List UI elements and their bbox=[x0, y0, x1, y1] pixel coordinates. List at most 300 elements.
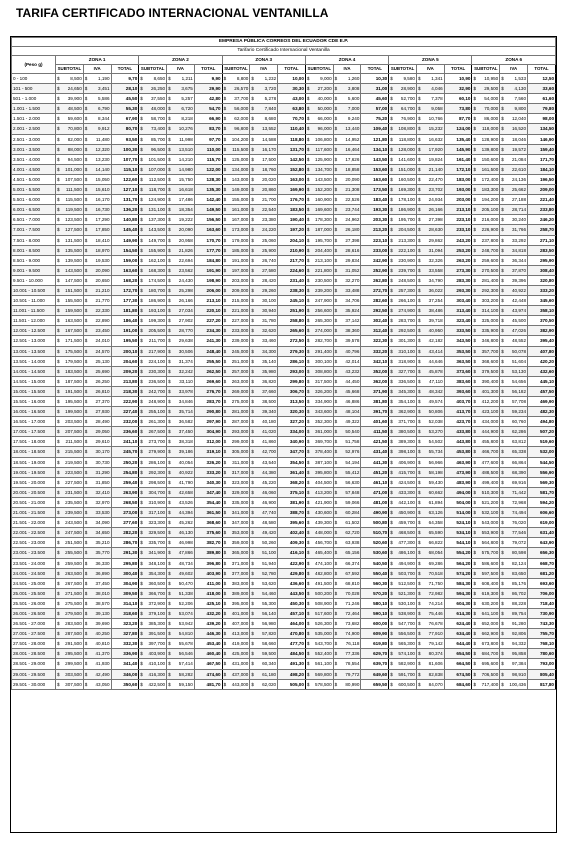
currency-symbol: $ bbox=[390, 86, 393, 92]
currency-symbol: $ bbox=[417, 419, 421, 425]
subtotal-value: 395,000 bbox=[231, 600, 249, 606]
currency-symbol: $ bbox=[306, 328, 310, 334]
table-cell bbox=[500, 629, 528, 639]
table-cell bbox=[111, 235, 139, 245]
currency-symbol: $ bbox=[140, 308, 143, 314]
total-value: 297,90 bbox=[206, 419, 221, 425]
currency-symbol: $ bbox=[334, 429, 338, 435]
subtotal-value: 283,700 bbox=[398, 318, 415, 324]
currency-symbol: $ bbox=[223, 298, 227, 304]
table-cell bbox=[500, 114, 528, 124]
currency-symbol: $ bbox=[140, 187, 143, 193]
table-cell bbox=[305, 397, 333, 407]
table-cell bbox=[222, 558, 250, 568]
iva-value: 71,750 bbox=[428, 580, 443, 586]
table-cell bbox=[472, 245, 500, 255]
currency-symbol: $ bbox=[168, 96, 171, 102]
weight-range: 23.001 - 23.500 bbox=[12, 548, 56, 558]
total-value: 469,90 bbox=[539, 399, 554, 404]
subtotal-value: 211,700 bbox=[148, 338, 166, 344]
column-header-total-zone-4: TOTAL bbox=[361, 65, 389, 74]
currency-symbol: $ bbox=[306, 176, 310, 182]
subtotal-value: 203,000 bbox=[231, 277, 249, 283]
subtotal-value: 530,100 bbox=[398, 600, 415, 606]
total-value: 491,30 bbox=[289, 661, 304, 667]
table-cell bbox=[528, 477, 556, 487]
table-cell bbox=[305, 558, 333, 568]
currency-symbol: $ bbox=[84, 146, 88, 152]
subtotal-value: 62,000 bbox=[234, 116, 249, 122]
table-cell bbox=[361, 104, 389, 114]
weight-range: 19.501 - 20.000 bbox=[12, 477, 56, 487]
table-cell bbox=[222, 659, 250, 669]
currency-symbol: $ bbox=[417, 146, 421, 152]
table-cell bbox=[472, 598, 500, 608]
table-cell bbox=[416, 608, 444, 618]
currency-symbol: $ bbox=[223, 399, 227, 404]
total-value: 604,30 bbox=[456, 600, 471, 606]
table-cell bbox=[111, 457, 139, 467]
total-value: 145,90 bbox=[456, 146, 471, 152]
subtotal-value: 119,500 bbox=[65, 207, 82, 213]
currency-symbol: $ bbox=[140, 459, 143, 465]
table-cell bbox=[361, 144, 389, 154]
iva-value: 28,490 bbox=[95, 419, 110, 425]
table-cell bbox=[333, 356, 361, 366]
table-cell bbox=[416, 518, 444, 528]
table-cell bbox=[528, 629, 556, 639]
table-cell bbox=[83, 356, 111, 366]
total-value: 221,40 bbox=[539, 197, 554, 203]
table-cell bbox=[389, 94, 417, 104]
total-value: 347,40 bbox=[206, 489, 221, 495]
subtotal-value: 521,200 bbox=[481, 499, 499, 505]
table-cell bbox=[278, 225, 306, 235]
table-cell bbox=[500, 225, 528, 235]
currency-symbol: $ bbox=[473, 86, 477, 92]
iva-value: 47,026 bbox=[511, 328, 527, 334]
total-value: 55,30 bbox=[125, 106, 138, 112]
total-value: 181,80 bbox=[123, 308, 138, 314]
table-cell bbox=[278, 487, 306, 497]
subtotal-value: 131,500 bbox=[65, 237, 82, 243]
weight-range: 22.501 - 23.000 bbox=[12, 538, 56, 548]
total-value: 190,40 bbox=[289, 217, 304, 223]
currency-symbol: $ bbox=[501, 267, 504, 273]
table-cell bbox=[56, 154, 84, 164]
table-cell bbox=[444, 518, 472, 528]
table-cell bbox=[83, 427, 111, 437]
total-value: 243,20 bbox=[456, 237, 471, 243]
currency-symbol: $ bbox=[223, 126, 227, 132]
currency-symbol: $ bbox=[140, 338, 143, 344]
table-cell bbox=[222, 195, 250, 205]
table-cell bbox=[56, 518, 84, 528]
table-cell bbox=[472, 356, 500, 366]
total-value: 97,70 bbox=[209, 136, 221, 142]
total-value: 213,10 bbox=[206, 298, 221, 304]
currency-symbol: $ bbox=[390, 277, 393, 283]
total-value: 209,00 bbox=[539, 187, 554, 193]
total-value: 242,90 bbox=[373, 257, 388, 263]
table-cell bbox=[472, 649, 500, 659]
currency-symbol: $ bbox=[501, 681, 504, 687]
table-cell bbox=[361, 255, 389, 265]
weight-range: 12.501 - 13.000 bbox=[12, 336, 56, 346]
subtotal-value: 186,900 bbox=[398, 207, 415, 213]
currency-symbol: $ bbox=[84, 76, 88, 81]
table-cell bbox=[333, 578, 361, 588]
weight-range: 3.001 - 3.500 bbox=[12, 144, 56, 154]
table-cell bbox=[361, 608, 389, 618]
currency-symbol: $ bbox=[251, 217, 254, 223]
table-row bbox=[12, 285, 556, 295]
currency-symbol: $ bbox=[417, 318, 421, 324]
currency-symbol: $ bbox=[168, 388, 171, 394]
total-value: 272,70 bbox=[373, 287, 388, 293]
table-cell bbox=[139, 417, 167, 427]
currency-symbol: $ bbox=[57, 499, 60, 505]
table-cell bbox=[111, 124, 139, 134]
subtotal-value: 673,800 bbox=[481, 641, 499, 647]
weight-range: 8.501 - 9.000 bbox=[12, 255, 56, 265]
currency-symbol: $ bbox=[473, 429, 477, 435]
total-value: 87,70 bbox=[458, 116, 471, 122]
table-cell bbox=[389, 306, 417, 316]
table-cell bbox=[222, 144, 250, 154]
iva-value: 18,858 bbox=[345, 166, 360, 172]
subtotal-value: 329,000 bbox=[231, 489, 249, 495]
iva-value: 56,182 bbox=[511, 388, 527, 394]
table-cell bbox=[194, 174, 222, 184]
table-cell bbox=[333, 407, 361, 417]
column-header-subtotal-zone-2: SUBTOTAL bbox=[139, 65, 167, 74]
table-cell bbox=[139, 205, 167, 215]
currency-symbol: $ bbox=[417, 126, 421, 132]
currency-symbol: $ bbox=[417, 136, 421, 142]
subtotal-value: 325,000 bbox=[481, 318, 499, 324]
table-row bbox=[12, 114, 556, 124]
table-cell bbox=[56, 679, 84, 689]
table-cell bbox=[333, 447, 361, 457]
table-cell bbox=[111, 407, 139, 417]
table-cell bbox=[444, 84, 472, 94]
iva-value: 73,682 bbox=[345, 621, 360, 627]
table-cell bbox=[194, 397, 222, 407]
table-cell bbox=[333, 265, 361, 275]
subtotal-value: 227,500 bbox=[65, 479, 82, 485]
column-header-total-zone-6: TOTAL bbox=[528, 65, 556, 74]
iva-value: 16,632 bbox=[428, 136, 443, 142]
iva-value: 37,142 bbox=[345, 318, 360, 324]
subtotal-value: 112,500 bbox=[148, 176, 166, 182]
iva-value: 86,702 bbox=[511, 590, 527, 596]
subtotal-value: 236,500 bbox=[148, 378, 166, 384]
table-cell bbox=[333, 598, 361, 608]
currency-symbol: $ bbox=[390, 126, 393, 132]
subtotal-value: 378,400 bbox=[315, 449, 332, 455]
iva-value: 37,660 bbox=[262, 388, 277, 394]
currency-symbol: $ bbox=[57, 429, 60, 435]
subtotal-value: 125,900 bbox=[315, 156, 332, 162]
table-cell bbox=[333, 215, 361, 225]
iva-value: 20,090 bbox=[95, 267, 110, 273]
currency-symbol: $ bbox=[57, 540, 60, 546]
table-cell bbox=[305, 629, 333, 639]
table-cell bbox=[56, 205, 84, 215]
currency-symbol: $ bbox=[417, 600, 421, 606]
table-cell bbox=[167, 366, 195, 376]
currency-symbol: $ bbox=[223, 600, 227, 606]
currency-symbol: $ bbox=[334, 449, 338, 455]
table-cell bbox=[361, 659, 389, 669]
currency-symbol: $ bbox=[57, 590, 60, 596]
table-cell bbox=[167, 164, 195, 174]
table-cell bbox=[194, 457, 222, 467]
subtotal-value: 556,500 bbox=[398, 631, 415, 637]
subtotal-value: 209,000 bbox=[231, 287, 249, 293]
iva-value: 74,900 bbox=[345, 631, 360, 637]
table-cell bbox=[361, 619, 389, 629]
currency-symbol: $ bbox=[501, 308, 504, 314]
currency-symbol: $ bbox=[223, 277, 227, 283]
iva-value: 24,220 bbox=[262, 227, 277, 233]
table-cell bbox=[250, 508, 278, 518]
weight-range: 5.501 - 6.000 bbox=[12, 195, 56, 205]
iva-value: 16,618 bbox=[178, 187, 193, 193]
iva-value: 52,780 bbox=[262, 570, 277, 576]
table-cell bbox=[167, 558, 195, 568]
currency-symbol: $ bbox=[334, 126, 338, 132]
currency-symbol: $ bbox=[251, 146, 254, 152]
subtotal-value: 307,500 bbox=[65, 681, 82, 687]
iva-value: 43,232 bbox=[345, 368, 360, 374]
subtotal-value: 54,000 bbox=[484, 96, 499, 102]
table-cell bbox=[83, 397, 111, 407]
total-value: 156,50 bbox=[206, 217, 221, 223]
currency-symbol: $ bbox=[223, 580, 227, 586]
currency-symbol: $ bbox=[84, 671, 88, 677]
table-cell bbox=[83, 195, 111, 205]
currency-symbol: $ bbox=[84, 227, 88, 233]
subtotal-value: 346,800 bbox=[481, 338, 499, 344]
currency-symbol: $ bbox=[334, 267, 338, 273]
table-cell bbox=[222, 265, 250, 275]
table-cell bbox=[167, 669, 195, 679]
iva-value: 48,734 bbox=[178, 560, 193, 566]
iva-value: 63,812 bbox=[511, 439, 527, 445]
table-cell bbox=[389, 215, 417, 225]
total-value: 290,80 bbox=[206, 409, 221, 415]
table-cell bbox=[250, 164, 278, 174]
table-cell bbox=[56, 285, 84, 295]
currency-symbol: $ bbox=[57, 530, 60, 536]
subtotal-value: 341,900 bbox=[148, 550, 166, 556]
table-cell bbox=[528, 518, 556, 528]
table-cell bbox=[250, 205, 278, 215]
currency-symbol: $ bbox=[417, 328, 421, 334]
currency-symbol: $ bbox=[251, 358, 254, 364]
iva-value: 28,616 bbox=[345, 247, 360, 253]
currency-symbol: $ bbox=[390, 267, 393, 273]
subtotal-value: 251,000 bbox=[231, 358, 249, 364]
table-cell bbox=[500, 346, 528, 356]
table-cell bbox=[222, 407, 250, 417]
total-value: 197,20 bbox=[289, 227, 304, 233]
total-value: 333,20 bbox=[206, 469, 221, 475]
table-cell bbox=[444, 659, 472, 669]
subtotal-value: 28,900 bbox=[400, 86, 415, 92]
total-value: 319,10 bbox=[206, 449, 221, 455]
subtotal-value: 239,000 bbox=[231, 338, 249, 344]
iva-value: 16,464 bbox=[345, 146, 360, 152]
table-cell bbox=[528, 144, 556, 154]
currency-symbol: $ bbox=[417, 176, 421, 182]
iva-value: 20,090 bbox=[345, 176, 360, 182]
total-value: 584,30 bbox=[456, 580, 471, 586]
table-cell bbox=[56, 296, 84, 306]
currency-symbol: $ bbox=[168, 399, 171, 404]
table-cell bbox=[472, 215, 500, 225]
total-value: 45,50 bbox=[125, 96, 138, 102]
currency-symbol: $ bbox=[334, 76, 338, 81]
table-cell bbox=[167, 144, 195, 154]
iva-value: 33,110 bbox=[179, 378, 193, 384]
table-cell bbox=[56, 598, 84, 608]
table-cell bbox=[250, 518, 278, 528]
total-value: 218,30 bbox=[123, 388, 138, 394]
subtotal-value: 433,300 bbox=[398, 489, 415, 495]
iva-value: 43,414 bbox=[428, 348, 443, 354]
table-cell bbox=[472, 275, 500, 285]
subtotal-value: 317,000 bbox=[231, 469, 249, 475]
table-cell bbox=[194, 598, 222, 608]
table-cell bbox=[389, 174, 417, 184]
table-cell bbox=[389, 497, 417, 507]
weight-range: 24.501 - 25.000 bbox=[12, 578, 56, 588]
column-header-total-zone-5: TOTAL bbox=[444, 65, 472, 74]
currency-symbol: $ bbox=[473, 348, 477, 354]
total-value: 122,00 bbox=[206, 166, 221, 172]
table-cell bbox=[222, 255, 250, 265]
total-value: 342,10 bbox=[373, 358, 388, 364]
subtotal-value: 283,500 bbox=[65, 621, 82, 627]
subtotal-value: 466,700 bbox=[481, 449, 499, 455]
subtotal-value: 29,500 bbox=[484, 86, 499, 92]
currency-symbol: $ bbox=[168, 409, 171, 415]
table-cell bbox=[500, 366, 528, 376]
table-cell bbox=[305, 185, 333, 195]
table-cell bbox=[416, 316, 444, 326]
currency-symbol: $ bbox=[334, 217, 338, 223]
table-cell bbox=[83, 477, 111, 487]
table-cell bbox=[444, 174, 472, 184]
currency-symbol: $ bbox=[168, 479, 171, 485]
currency-symbol: $ bbox=[223, 257, 227, 263]
total-value: 416,10 bbox=[289, 550, 304, 556]
total-value: 327,20 bbox=[289, 419, 304, 425]
total-value: 149,90 bbox=[123, 237, 138, 243]
table-cell bbox=[472, 588, 500, 598]
table-cell bbox=[416, 306, 444, 316]
table-cell bbox=[444, 548, 472, 558]
subtotal-value: 213,300 bbox=[398, 237, 415, 243]
iva-value: 4,046 bbox=[431, 86, 443, 92]
currency-symbol: $ bbox=[140, 388, 143, 394]
table-cell bbox=[444, 265, 472, 275]
currency-symbol: $ bbox=[390, 681, 393, 687]
total-value: 107,70 bbox=[123, 156, 138, 162]
total-value: 564,20 bbox=[456, 560, 471, 566]
subtotal-value: 155,900 bbox=[148, 247, 166, 253]
total-value: 389,80 bbox=[206, 550, 221, 556]
table-cell bbox=[167, 619, 195, 629]
currency-symbol: $ bbox=[140, 681, 143, 687]
total-value: 293,30 bbox=[456, 287, 471, 293]
total-value: 418,00 bbox=[206, 590, 221, 596]
currency-symbol: $ bbox=[57, 247, 60, 253]
total-value: 110,00 bbox=[206, 146, 221, 152]
table-cell bbox=[139, 538, 167, 548]
iva-value: 40,180 bbox=[262, 419, 277, 425]
total-value: 514,00 bbox=[456, 510, 471, 516]
table-cell bbox=[528, 568, 556, 578]
total-value: 262,80 bbox=[373, 277, 388, 283]
total-value: 332,20 bbox=[373, 348, 388, 354]
weight-range: 27.001 - 27.500 bbox=[12, 629, 56, 639]
table-row bbox=[12, 275, 556, 285]
total-value: 474,60 bbox=[206, 671, 221, 677]
subtotal-value: 101,500 bbox=[148, 156, 166, 162]
table-cell bbox=[222, 225, 250, 235]
table-cell bbox=[83, 598, 111, 608]
currency-symbol: $ bbox=[57, 298, 60, 304]
currency-symbol: $ bbox=[334, 106, 338, 112]
table-cell bbox=[250, 144, 278, 154]
currency-symbol: $ bbox=[417, 439, 421, 445]
iva-value: 33,460 bbox=[262, 338, 277, 344]
table-cell bbox=[250, 336, 278, 346]
table-cell bbox=[222, 124, 250, 134]
table-cell bbox=[361, 679, 389, 689]
weight-range: 14.001 - 14.500 bbox=[12, 366, 56, 376]
table-cell bbox=[500, 386, 528, 396]
total-value: 183,40 bbox=[373, 197, 388, 203]
table-cell bbox=[444, 528, 472, 538]
subtotal-value: 371,000 bbox=[231, 560, 249, 566]
table-cell bbox=[278, 417, 306, 427]
table-cell bbox=[278, 124, 306, 134]
currency-symbol: $ bbox=[501, 651, 504, 657]
currency-symbol: $ bbox=[57, 570, 60, 576]
currency-symbol: $ bbox=[417, 621, 421, 627]
iva-value: 4,130 bbox=[514, 86, 527, 92]
currency-symbol: $ bbox=[57, 651, 60, 657]
total-value: 743,30 bbox=[539, 621, 554, 627]
table-cell bbox=[416, 568, 444, 578]
subtotal-value: 430,600 bbox=[315, 510, 332, 516]
currency-symbol: $ bbox=[251, 378, 254, 384]
table-cell bbox=[472, 195, 500, 205]
subtotal-value: 143,500 bbox=[148, 227, 166, 233]
table-cell bbox=[444, 366, 472, 376]
table-cell bbox=[194, 195, 222, 205]
subtotal-value: 118,700 bbox=[148, 187, 166, 193]
currency-symbol: $ bbox=[390, 550, 393, 556]
table-row bbox=[12, 376, 556, 386]
table-cell bbox=[278, 548, 306, 558]
table-cell bbox=[56, 124, 84, 134]
